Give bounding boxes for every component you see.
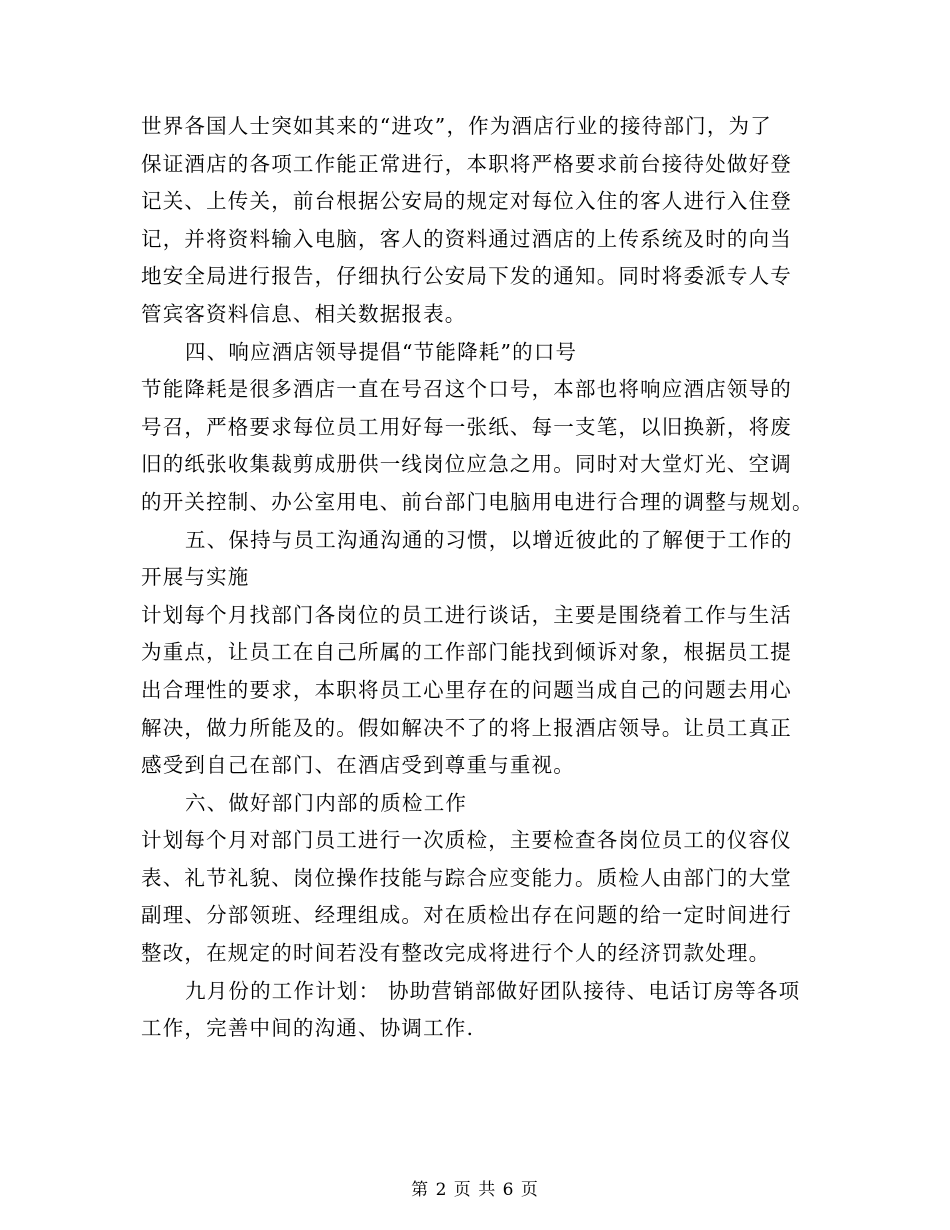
text-line: 副理、分部领班、经理组成。对在质检出存在问题的给一定时间进行 [141, 903, 792, 928]
text-line: 计划每个月找部门各岗位的员工进行谈话，主要是围绕着工作与生活 [141, 602, 792, 627]
text-line: 感受到自己在部门、在酒店受到尊重与重视。 [141, 753, 575, 778]
text-line: 工作，完善中间的沟通、协调工作. [141, 1016, 475, 1041]
text-line: 号召，严格要求每位员工用好每一张纸、每一支笔，以旧换新，将废 [141, 414, 792, 439]
page-number-footer: 第 2 页 共 6 页 [411, 1180, 539, 1200]
text-line: 地安全局进行报告，仔细执行公安局下发的通知。同时将委派专人专 [141, 264, 792, 289]
text-line: 的开关控制、办公室用电、前台部门电脑用电进行合理的调整与规划。 [141, 489, 814, 514]
text-line: 世界各国人士突如其来的“进攻”，作为酒店行业的接待部门，为了 [141, 114, 772, 138]
text-line: 出合理性的要求，本职将员工心里存在的问题当成自己的问题去用心 [141, 677, 792, 702]
text-line: 记，并将资料输入电脑，客人的资料通过酒店的上传系统及时的向当 [141, 226, 792, 251]
text-line: 保证酒店的各项工作能正常进行，本职将严格要求前台接待处做好登 [141, 151, 792, 176]
text-line: 管宾客资料信息、相关数据报表。 [141, 301, 467, 326]
text-line: 为重点，让员工在自己所属的工作部门能找到倾诉对象，根据员工提 [141, 640, 792, 665]
text-line: 记关、上传关，前台根据公安局的规定对每位入住的客人进行入住登 [141, 189, 792, 214]
text-line: 解决，做力所能及的。假如解决不了的将上报酒店领导。让员工真正 [141, 715, 792, 740]
section-heading-4: 四、响应酒店领导提倡“节能降耗”的口号 [185, 339, 578, 364]
text-line: 计划每个月对部门员工进行一次质检，主要检查各岗位员工的仪容仪 [141, 828, 792, 853]
september-plan-heading: 九月份的工作计划： 协助营销部做好团队接待、电话订房等各项 [185, 978, 801, 1003]
section-heading-6: 六、做好部门内部的质检工作 [185, 790, 468, 815]
text-line: 表、礼节礼貌、岗位操作技能与踪合应变能力。质检人由部门的大堂 [141, 865, 792, 890]
text-line: 旧的纸张收集裁剪成册供一线岗位应急之用。同时对大堂灯光、空调 [141, 452, 792, 477]
section-heading-5: 五、保持与员工沟通沟通的习惯，以增近彼此的了解便于工作的 [185, 527, 793, 552]
text-line: 整改，在规定的时间若没有整改完成将进行个人的经济罚款处理。 [141, 941, 771, 966]
text-line: 开展与实施 [141, 565, 250, 590]
document-body [141, 108, 814, 1048]
text-line: 节能降耗是很多酒店一直在号召这个口号，本部也将响应酒店领导的 [141, 377, 792, 402]
